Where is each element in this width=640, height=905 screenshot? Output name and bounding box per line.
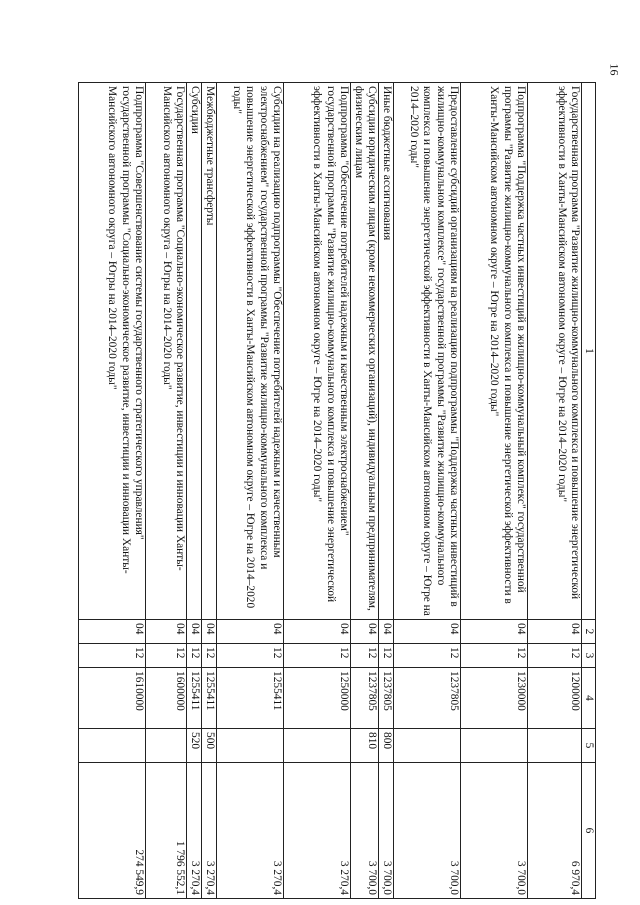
row-csr: 1255411 [201, 668, 216, 729]
row-rz: 04 [378, 620, 393, 644]
row-pr: 12 [201, 644, 216, 668]
table-row [216, 83, 283, 899]
row-rz: 04 [527, 620, 581, 644]
table-row [460, 83, 527, 899]
row-sum: 3 270,4 [186, 763, 201, 899]
row-rz: 04 [78, 620, 145, 644]
row-pr: 12 [186, 644, 201, 668]
row-sum: 3 700,0 [350, 763, 378, 899]
row-name: Государственная программа "Развитие жилищно-коммунального комплекса и повышение энергетической эффективности в Ханты-Мансийском автономном округе – Югре на 2014–2020 годы" [527, 83, 581, 620]
row-pr: 12 [378, 644, 393, 668]
row-rz: 04 [283, 620, 350, 644]
row-pr: 12 [460, 644, 527, 668]
row-name: Субсидии юридическим лицам (кроме некоммерческих организаций), индивидуальным предпринимателям, физическим лицам [350, 83, 378, 620]
table-row [201, 83, 216, 899]
row-pr: 12 [78, 644, 145, 668]
table-row [145, 83, 186, 899]
row-pr: 12 [145, 644, 186, 668]
row-name: Подпрограмма "Обеспечение потребителей надежным и качественным электроснабжением" государственной программы "Развитие жилищно-коммунального комплекса и повышение энергетической эффективности в Ханты-Мансийском автономном округе – Югре на 2014–2020 годы" [283, 83, 350, 620]
header-cell-4: 4 [581, 668, 595, 729]
row-vr [527, 729, 581, 763]
row-vr: 520 [186, 729, 201, 763]
row-vr [216, 729, 283, 763]
row-rz: 04 [393, 620, 460, 644]
row-vr: 800 [378, 729, 393, 763]
row-name: Подпрограмма "Совершенствование системы государственного стратегического управления" государственной программы "Социально-экономическое развитие, инвестиции и инновации Ханты-Мансийского автономного округа – Югры на 2014–2020 годы" [78, 83, 145, 620]
row-pr: 12 [350, 644, 378, 668]
table-row [186, 83, 201, 899]
table-row [527, 83, 581, 899]
row-csr: 1237805 [350, 668, 378, 729]
row-csr: 1255411 [186, 668, 201, 729]
header-cell-3: 3 [581, 644, 595, 668]
budget-table [78, 82, 596, 899]
header-cell-1: 1 [581, 83, 595, 620]
row-csr: 1610000 [78, 668, 145, 729]
rotated-table-container [91, 82, 596, 898]
row-rz: 04 [145, 620, 186, 644]
page-number: 16 [607, 63, 622, 76]
row-vr [145, 729, 186, 763]
header-cell-5: 5 [581, 729, 595, 763]
row-csr: 1600000 [145, 668, 186, 729]
row-name: Межбюджетные трансферты [201, 83, 216, 620]
row-name: Предоставление субсидий организациям на реализацию подпрограммы "Поддержка частных инвестиций в жилищно-коммунальном комплексе" государственной программы "Развитие жилищно-коммунального комплекса и повышение энергетической эффективности в Ханты-Мансийском автономном округе – Югре на 2014–2020 годы" [393, 83, 460, 620]
header-cell-6: 6 [581, 763, 595, 899]
row-vr [460, 729, 527, 763]
row-csr: 1255411 [216, 668, 283, 729]
table-row [78, 83, 145, 899]
row-rz: 04 [460, 620, 527, 644]
row-vr: 810 [350, 729, 378, 763]
row-sum: 3 270,4 [283, 763, 350, 899]
row-pr: 12 [527, 644, 581, 668]
row-csr: 1250000 [283, 668, 350, 729]
row-pr: 12 [283, 644, 350, 668]
row-sum: 3 700,0 [378, 763, 393, 899]
row-rz: 04 [186, 620, 201, 644]
row-rz: 04 [201, 620, 216, 644]
row-name: Государственная программа "Социально-экономическое развитие, инвестиции и инновации Ханты-Мансийского автономного округа – Югры на 2014–2020 годы" [145, 83, 186, 620]
header-cell-2: 2 [581, 620, 595, 644]
table-header-row [581, 83, 595, 899]
row-sum: 1 796 552,1 [145, 763, 186, 899]
row-csr: 1200000 [527, 668, 581, 729]
row-vr [393, 729, 460, 763]
row-name: Иные бюджетные ассигнования [378, 83, 393, 620]
row-sum: 6 970,4 [527, 763, 581, 899]
row-sum: 3 700,0 [393, 763, 460, 899]
row-sum: 274 549,9 [78, 763, 145, 899]
table-row [350, 83, 378, 899]
row-vr: 500 [201, 729, 216, 763]
row-sum: 3 270,4 [216, 763, 283, 899]
row-pr: 12 [393, 644, 460, 668]
row-rz: 04 [350, 620, 378, 644]
row-name: Субсидии на реализацию подпрограммы "Обеспечение потребителей надежным и качественным электроснабжением" государственной программы "Развитие жилищно-коммунального комплекса и повышение энергетической эффективности в Ханты-Мансийском автономном округе – Югре на 2014–2020 годы" [216, 83, 283, 620]
row-csr: 1230000 [460, 668, 527, 729]
row-rz: 04 [216, 620, 283, 644]
row-vr [78, 729, 145, 763]
table-row [378, 83, 393, 899]
row-name: Подпрограмма "Поддержка частных инвестиций в жилищно-коммунальный комплекс" государственной программы "Развитие жилищно-коммунального комплекса и повышение энергетической эффективности в Ханты-Мансийском автономном округе – Югре на 2014–2020 годы" [460, 83, 527, 620]
row-name: Субсидии [186, 83, 201, 620]
row-sum: 3 270,4 [201, 763, 216, 899]
row-sum: 3 700,0 [460, 763, 527, 899]
row-pr: 12 [216, 644, 283, 668]
table-row [393, 83, 460, 899]
row-csr: 1237805 [378, 668, 393, 729]
table-row [283, 83, 350, 899]
row-vr [283, 729, 350, 763]
row-csr: 1237805 [393, 668, 460, 729]
